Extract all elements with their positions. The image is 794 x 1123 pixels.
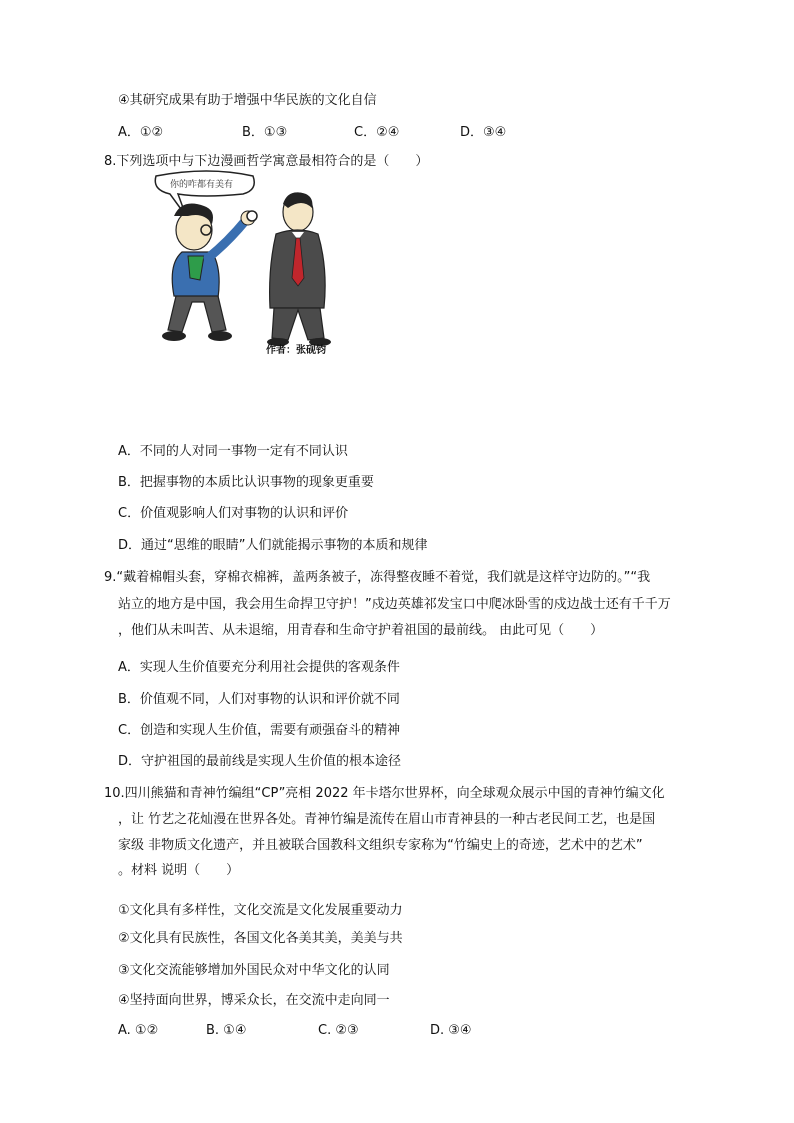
- q10-options: [118, 1022, 538, 1040]
- q7-option-b[interactable]: B．①③: [242, 125, 288, 140]
- cartoon-author-caption: 作者：张砚钧: [266, 345, 326, 356]
- q8-stem: 8.下列选项中与下边漫画哲学寓意最相符合的是（ ）: [104, 154, 429, 169]
- q8-cartoon: [148, 168, 338, 358]
- left-man-pants: [168, 296, 226, 332]
- q9-stem-line-2: 站立的地方是中国，我会用生命捍卫守护！”戍边英雄祁发宝口中爬冰卧雪的戍边战士还有千千万: [118, 597, 671, 612]
- q9-option-b[interactable]: B．价值观不同，人们对事物的认识和评价就不同: [118, 692, 400, 707]
- q10-option-b[interactable]: B. ①④: [206, 1023, 247, 1038]
- left-man-shoe-right: [208, 331, 232, 341]
- q9-stem-line-3: ，他们从未叫苦、从未退缩，用青春和生命守护着祖国的最前线。 由此可见（ ）: [118, 623, 604, 638]
- q8-option-a[interactable]: A．不同的人对同一事物一定有不同认识: [118, 444, 348, 459]
- q7-option-c[interactable]: C．②④: [354, 125, 400, 140]
- q7-option-a[interactable]: A．①②: [118, 125, 164, 140]
- q7-options: [118, 124, 538, 142]
- q10-statement-1: ①文化具有多样性，文化交流是文化发展重要动力: [118, 903, 403, 918]
- q8-option-b[interactable]: B．把握事物的本质比认识事物的现象更重要: [118, 475, 374, 490]
- q10-statement-2: ②文化具有民族性，各国文化各美其美，美美与共: [118, 931, 403, 946]
- q10-option-c[interactable]: C. ②③: [318, 1023, 359, 1038]
- q9-option-c[interactable]: C．创造和实现人生价值，需要有顽强奋斗的精神: [118, 723, 401, 738]
- q10-stem-line-3: 家级 非物质文化遗产，并且被联合国教科文组织专家称为“竹编史上的奇迹，艺术中的艺术”: [118, 838, 643, 853]
- right-man-pants: [272, 308, 324, 340]
- q10-option-a[interactable]: A. ①②: [118, 1023, 159, 1038]
- q10-stem-line-1: 10.四川熊猫和青神竹编组“CP”亮相 2022 年卡塔尔世界杯，向全球观众展示中国的青神竹编文化: [104, 786, 665, 801]
- q10-statement-4: ④坚持面向世界，博采众长，在交流中走向同一: [118, 993, 390, 1008]
- q9-option-a[interactable]: A．实现人生价值要充分利用社会提供的客观条件: [118, 660, 400, 675]
- q10-stem-line-2: ，让 竹艺之花灿漫在世界各处。青神竹编是流传在眉山市青神县的一种古老民间工艺，也是国: [118, 812, 656, 827]
- magnifier-lens-icon: [247, 211, 257, 221]
- q9-option-d[interactable]: D．守护祖国的最前线是实现人生价值的根本途径: [118, 754, 402, 769]
- q7-option-d[interactable]: D．③④: [460, 125, 507, 140]
- q9-stem-line-1: 9.“戴着棉帽头套，穿棉衣棉裤，盖两条被子，冻得整夜睡不着觉，我们就是这样守边防的。”“我: [104, 570, 651, 585]
- left-man-shoe-left: [162, 331, 186, 341]
- q10-stem-line-4: 。材料 说明（ ）: [118, 863, 240, 878]
- speech-bubble-text: 你的咋都有美有: [170, 180, 234, 190]
- q8-option-c[interactable]: C．价值观影响人们对事物的认识和评价: [118, 506, 349, 521]
- left-man-arm: [208, 220, 246, 258]
- q8-option-d[interactable]: D．通过“思维的眼睛”人们就能揭示事物的本质和规律: [118, 538, 428, 553]
- q7-statement-4: ④其研究成果有助于增强中华民族的文化自信: [118, 93, 377, 108]
- q10-option-d[interactable]: D. ③④: [430, 1023, 472, 1038]
- cartoon-illustration: [148, 168, 338, 358]
- q10-statement-3: ③文化交流能够增加外国民众对中华文化的认同: [118, 963, 390, 978]
